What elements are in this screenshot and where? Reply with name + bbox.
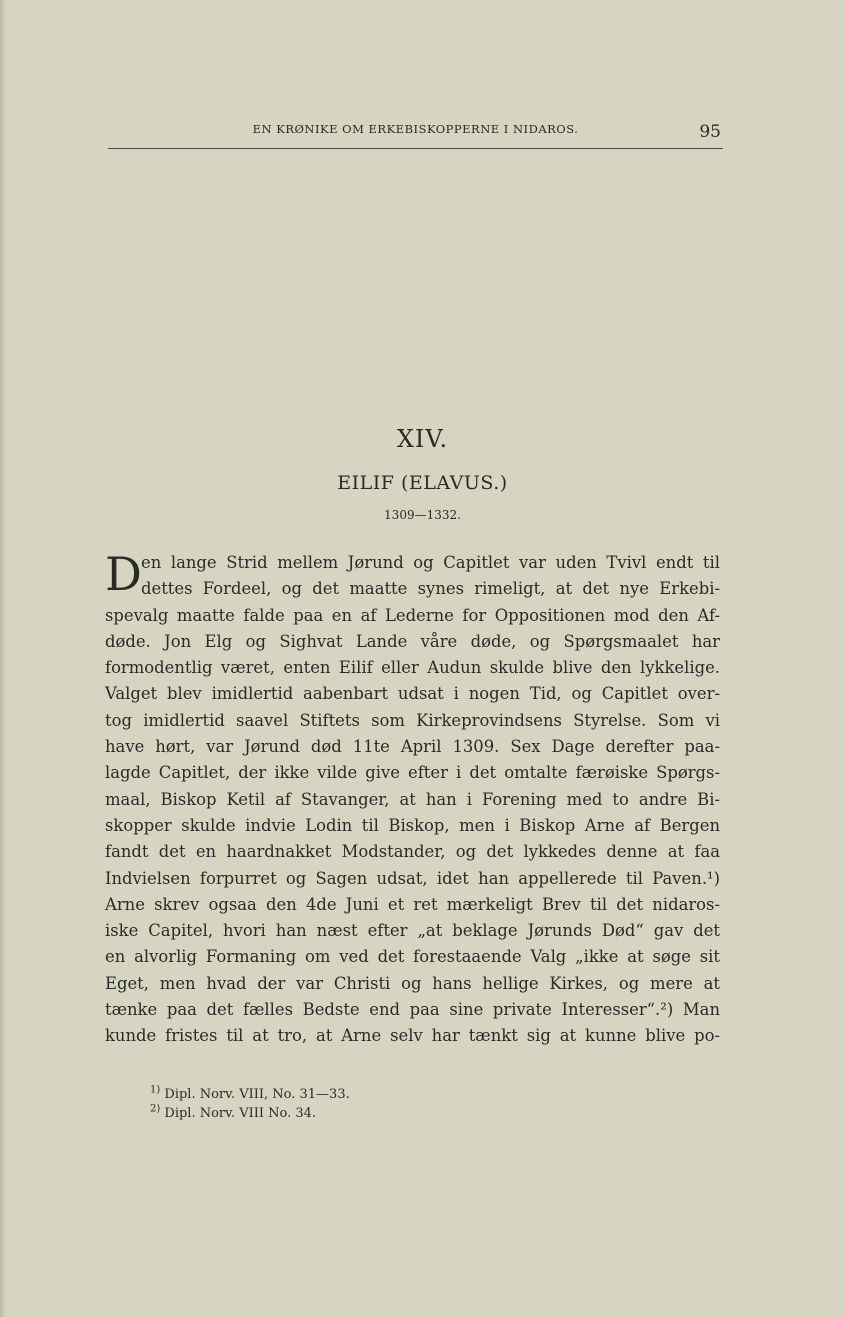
chapter-title: EILIF (ELAVUS.) [337, 472, 508, 494]
footnote-mark: 2) [150, 1103, 161, 1115]
chapter-number: XIV. [396, 425, 449, 453]
text-line: skopper skulde indvie Lodin til Biskop, men i Biskop Arne af Bergen [105, 815, 720, 835]
text-line: tænke paa det fælles Bedste end paa sine private Interesser“.²) Man [105, 1000, 720, 1020]
text-line: lagde Capitlet, der ikke vilde give efter i det omtalte færøiske Spørgs- [105, 763, 720, 783]
drop-cap: D [105, 547, 142, 601]
text-line: en lange Strid mellem Jørund og Capitlet var uden Tvivl endt til [141, 553, 720, 572]
footnote-text: Dipl. Norv. VIII No. 34. [164, 1106, 317, 1121]
text-line: spevalg maatte falde paa en af Lederne for Oppositionen mod den Af- [105, 605, 720, 625]
text-line: Indvielsen forpurret og Sagen udsat, idet han appellerede til Paven.¹) [105, 868, 720, 888]
text-line: kunde fristes til at tro, at Arne selv har tænkt sig at kunne blive po- [105, 1026, 720, 1046]
footnote [150, 1104, 350, 1123]
body-text [105, 547, 720, 1050]
text-line: iske Capitel, hvori han næst efter „at beklage Jørunds Død“ gav det [105, 921, 720, 941]
text-line: formodentlig været, enten Eilif eller Audun skulde blive den lykkelige. [105, 658, 720, 678]
text-line: fandt det en haardnakket Modstander, og det lykkedes denne at faa [105, 842, 720, 862]
text-line: maal, Biskop Ketil af Stavanger, at han i Forening med to andre Bi- [105, 789, 720, 809]
text-line: dettes Fordeel, og det maatte synes rimeligt, at det nye Erkebi- [141, 579, 720, 599]
text-line: Arne skrev ogsaa den 4de Juni et ret mærkeligt Brev til det nidaros- [105, 894, 720, 914]
running-title: EN KRØNIKE OM ERKEBISKOPPERNE I NIDAROS. [252, 122, 579, 136]
running-head [108, 120, 723, 149]
text-line: have hørt, var Jørund død 11te April 1309. Sex Dage derefter paa- [105, 737, 720, 757]
text-line: Valget blev imidlertid aabenbart udsat i nogen Tid, og Capitlet over- [105, 684, 720, 704]
page-number: 95 [699, 122, 721, 142]
text-line: en alvorlig Formaning om ved det forestaaende Valg „ikke at søge sit [105, 947, 720, 967]
footnotes [150, 1085, 350, 1123]
text-line: Eget, men hvad der var Christi og hans hellige Kirkes, og mere at [105, 973, 720, 993]
footnote-text: Dipl. Norv. VIII, No. 31—33. [164, 1087, 350, 1102]
chapter-years: 1309—1332. [384, 508, 461, 522]
footnote-mark: 1) [150, 1084, 161, 1096]
page-edge [0, 0, 6, 1317]
text-line: tog imidlertid saavel Stiftets som Kirkeprovindsens Styrelse. Som vi [105, 710, 720, 730]
footnote [150, 1085, 350, 1104]
text-line: døde. Jon Elg og Sighvat Lande våre døde, og Spørgsmaalet har [105, 631, 720, 651]
